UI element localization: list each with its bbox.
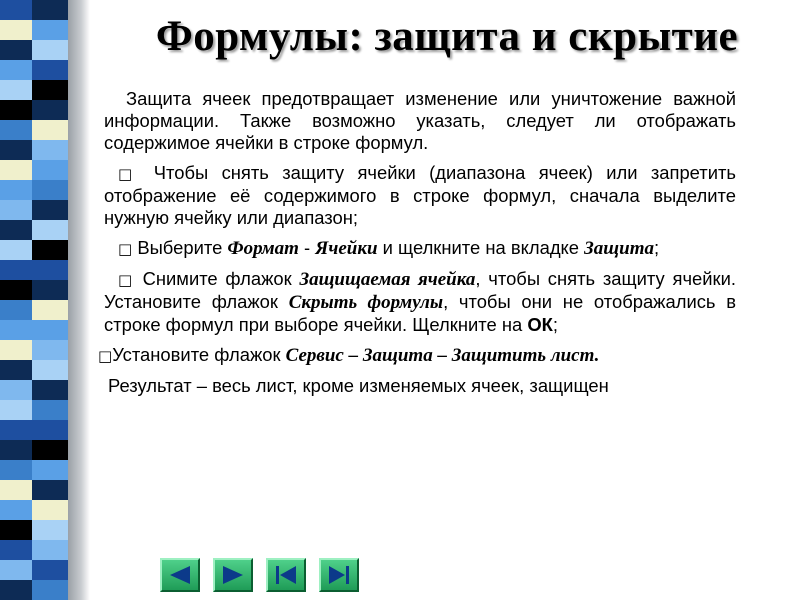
stripe-shadow [68,380,90,400]
paragraph-step-3: □ Снимите флажок Защищаемая ячейка, чтобы снять защиту ячейки. Установите флажок Скрыть формулы, чтобы они не отображались в строке формул при выборе ячейки. Щелкните на ОК; [104,268,736,335]
stripe-block [0,0,32,20]
stripe-block [0,560,32,580]
stripe-block [32,320,68,340]
stripe-block [0,300,32,320]
stripe-shadow [68,400,90,420]
stripe-block [32,60,68,80]
stripe-shadow [68,440,90,460]
stripe-block [32,480,68,500]
stripe-row [0,380,90,400]
stripe-block [0,60,32,80]
stripe-shadow [68,100,90,120]
stripe-shadow [68,540,90,560]
skip-to-start-icon [273,564,299,586]
paragraph-step-1: □ Чтобы снять защиту ячейки (диапазона ячеек) или запретить отображение её содержимого в строке формул, сначала выделите нужную ячейку или диапазон; [104,162,736,228]
stripe-block [32,460,68,480]
stripe-row [0,60,90,80]
stripe-shadow [68,80,90,100]
stripe-row [0,280,90,300]
stripe-row [0,320,90,340]
tab-protection: Защита [584,238,654,259]
stripe-block [32,420,68,440]
stripe-block [0,280,32,300]
stripe-row [0,180,90,200]
slide-navigation [160,558,359,592]
first-slide-button[interactable] [266,558,306,592]
stripe-block [0,540,32,560]
stripe-block [32,120,68,140]
stripe-block [32,140,68,160]
paragraph-step-2: □ Выберите Формат - Ячейки и щелкните на вкладке Защита; [118,237,660,259]
stripe-block [32,500,68,520]
stripe-shadow [68,360,90,380]
stripe-block [32,240,68,260]
stripe-row [0,540,90,560]
checkbox-protected-cell: Защищаемая ячейка [299,269,476,290]
stripe-row [0,420,90,440]
menu-protect-sheet: Сервис – Защита – Защитить лист. [285,345,600,366]
stripe-block [0,40,32,60]
stripe-row [0,580,90,600]
stripe-shadow [68,480,90,500]
bullet-icon: □ [118,271,135,289]
stripe-block [32,560,68,580]
stripe-shadow [68,280,90,300]
stripe-block [0,140,32,160]
stripe-block [32,80,68,100]
stripe-block [32,180,68,200]
stripe-block [32,0,68,20]
paragraph-step-4: □Установите флажок Сервис – Защита – Защитить лист. [98,344,600,366]
stripe-block [32,20,68,40]
skip-to-end-icon [326,564,352,586]
stripe-shadow [68,300,90,320]
stripe-row [0,520,90,540]
stripe-row [0,560,90,580]
stripe-block [0,80,32,100]
bullet-icon: □ [118,240,133,258]
stripe-block [32,400,68,420]
stripe-shadow [68,460,90,480]
previous-slide-button[interactable] [160,558,200,592]
stripe-block [32,160,68,180]
stripe-shadow [68,160,90,180]
stripe-row [0,140,90,160]
stripe-row [0,440,90,460]
next-slide-button[interactable] [213,558,253,592]
stripe-shadow [68,260,90,280]
last-slide-button[interactable] [319,558,359,592]
stripe-row [0,20,90,40]
menu-cells: Ячейки [315,238,378,259]
stripe-shadow [68,500,90,520]
stripe-block [32,100,68,120]
stripe-block [0,320,32,340]
arrow-right-icon [220,564,246,586]
stripe-block [0,480,32,500]
stripe-shadow [68,140,90,160]
stripe-block [0,460,32,480]
stripe-shadow [68,60,90,80]
stripe-block [0,20,32,40]
stripe-row [0,480,90,500]
stripe-block [0,240,32,260]
stripe-shadow [68,520,90,540]
stripe-block [32,540,68,560]
stripe-row [0,120,90,140]
stripe-block [32,340,68,360]
stripe-block [0,500,32,520]
stripe-shadow [68,20,90,40]
decorative-stripe [0,0,90,600]
stripe-block [0,100,32,120]
slide-title: Формулы: защита и скрытие [155,13,739,60]
stripe-row [0,360,90,380]
stripe-block [32,200,68,220]
stripe-shadow [68,580,90,600]
stripe-row [0,220,90,240]
bullet-icon: □ [118,165,141,183]
stripe-row [0,160,90,180]
arrow-left-icon [167,564,193,586]
stripe-block [32,280,68,300]
stripe-row [0,340,90,360]
paragraph-result: Результат – весь лист, кроме изменяемых ячеек, защищен [108,375,609,396]
stripe-shadow [68,320,90,340]
stripe-shadow [68,0,90,20]
stripe-shadow [68,200,90,220]
stripe-shadow [68,340,90,360]
stripe-shadow [68,420,90,440]
stripe-row [0,200,90,220]
stripe-block [0,220,32,240]
stripe-block [32,300,68,320]
stripe-block [32,380,68,400]
stripe-shadow [68,560,90,580]
stripe-shadow [68,220,90,240]
stripe-row [0,100,90,120]
stripe-block [0,440,32,460]
stripe-row [0,240,90,260]
stripe-row [0,500,90,520]
stripe-row [0,460,90,480]
stripe-block [0,200,32,220]
stripe-block [32,40,68,60]
stripe-row [0,80,90,100]
stripe-block [32,220,68,240]
stripe-block [0,360,32,380]
stripe-block [0,400,32,420]
stripe-block [0,380,32,400]
stripe-shadow [68,240,90,260]
stripe-block [32,520,68,540]
checkbox-hide-formulas: Скрыть формулы [288,292,444,313]
ok-label: ОК [527,314,553,335]
stripe-block [0,580,32,600]
stripe-shadow [68,40,90,60]
stripe-block [0,340,32,360]
stripe-block [0,520,32,540]
bullet-icon: □ [98,347,113,365]
stripe-row [0,40,90,60]
slide-body [98,88,736,405]
stripe-block [0,180,32,200]
stripe-block [32,440,68,460]
stripe-row [0,260,90,280]
stripe-block [32,580,68,600]
menu-format: Формат [227,238,299,259]
stripe-block [0,260,32,280]
stripe-block [0,120,32,140]
stripe-row [0,0,90,20]
stripe-block [32,360,68,380]
stripe-shadow [68,120,90,140]
stripe-block [0,420,32,440]
stripe-block [32,260,68,280]
stripe-block [0,160,32,180]
stripe-row [0,300,90,320]
stripe-row [0,400,90,420]
stripe-shadow [68,180,90,200]
paragraph-intro: Защита ячеек предотвращает изменение или уничтожение важной информации. Также возможно указать, следует ли отображать содержимое ячейки в строке формул. [104,88,736,153]
